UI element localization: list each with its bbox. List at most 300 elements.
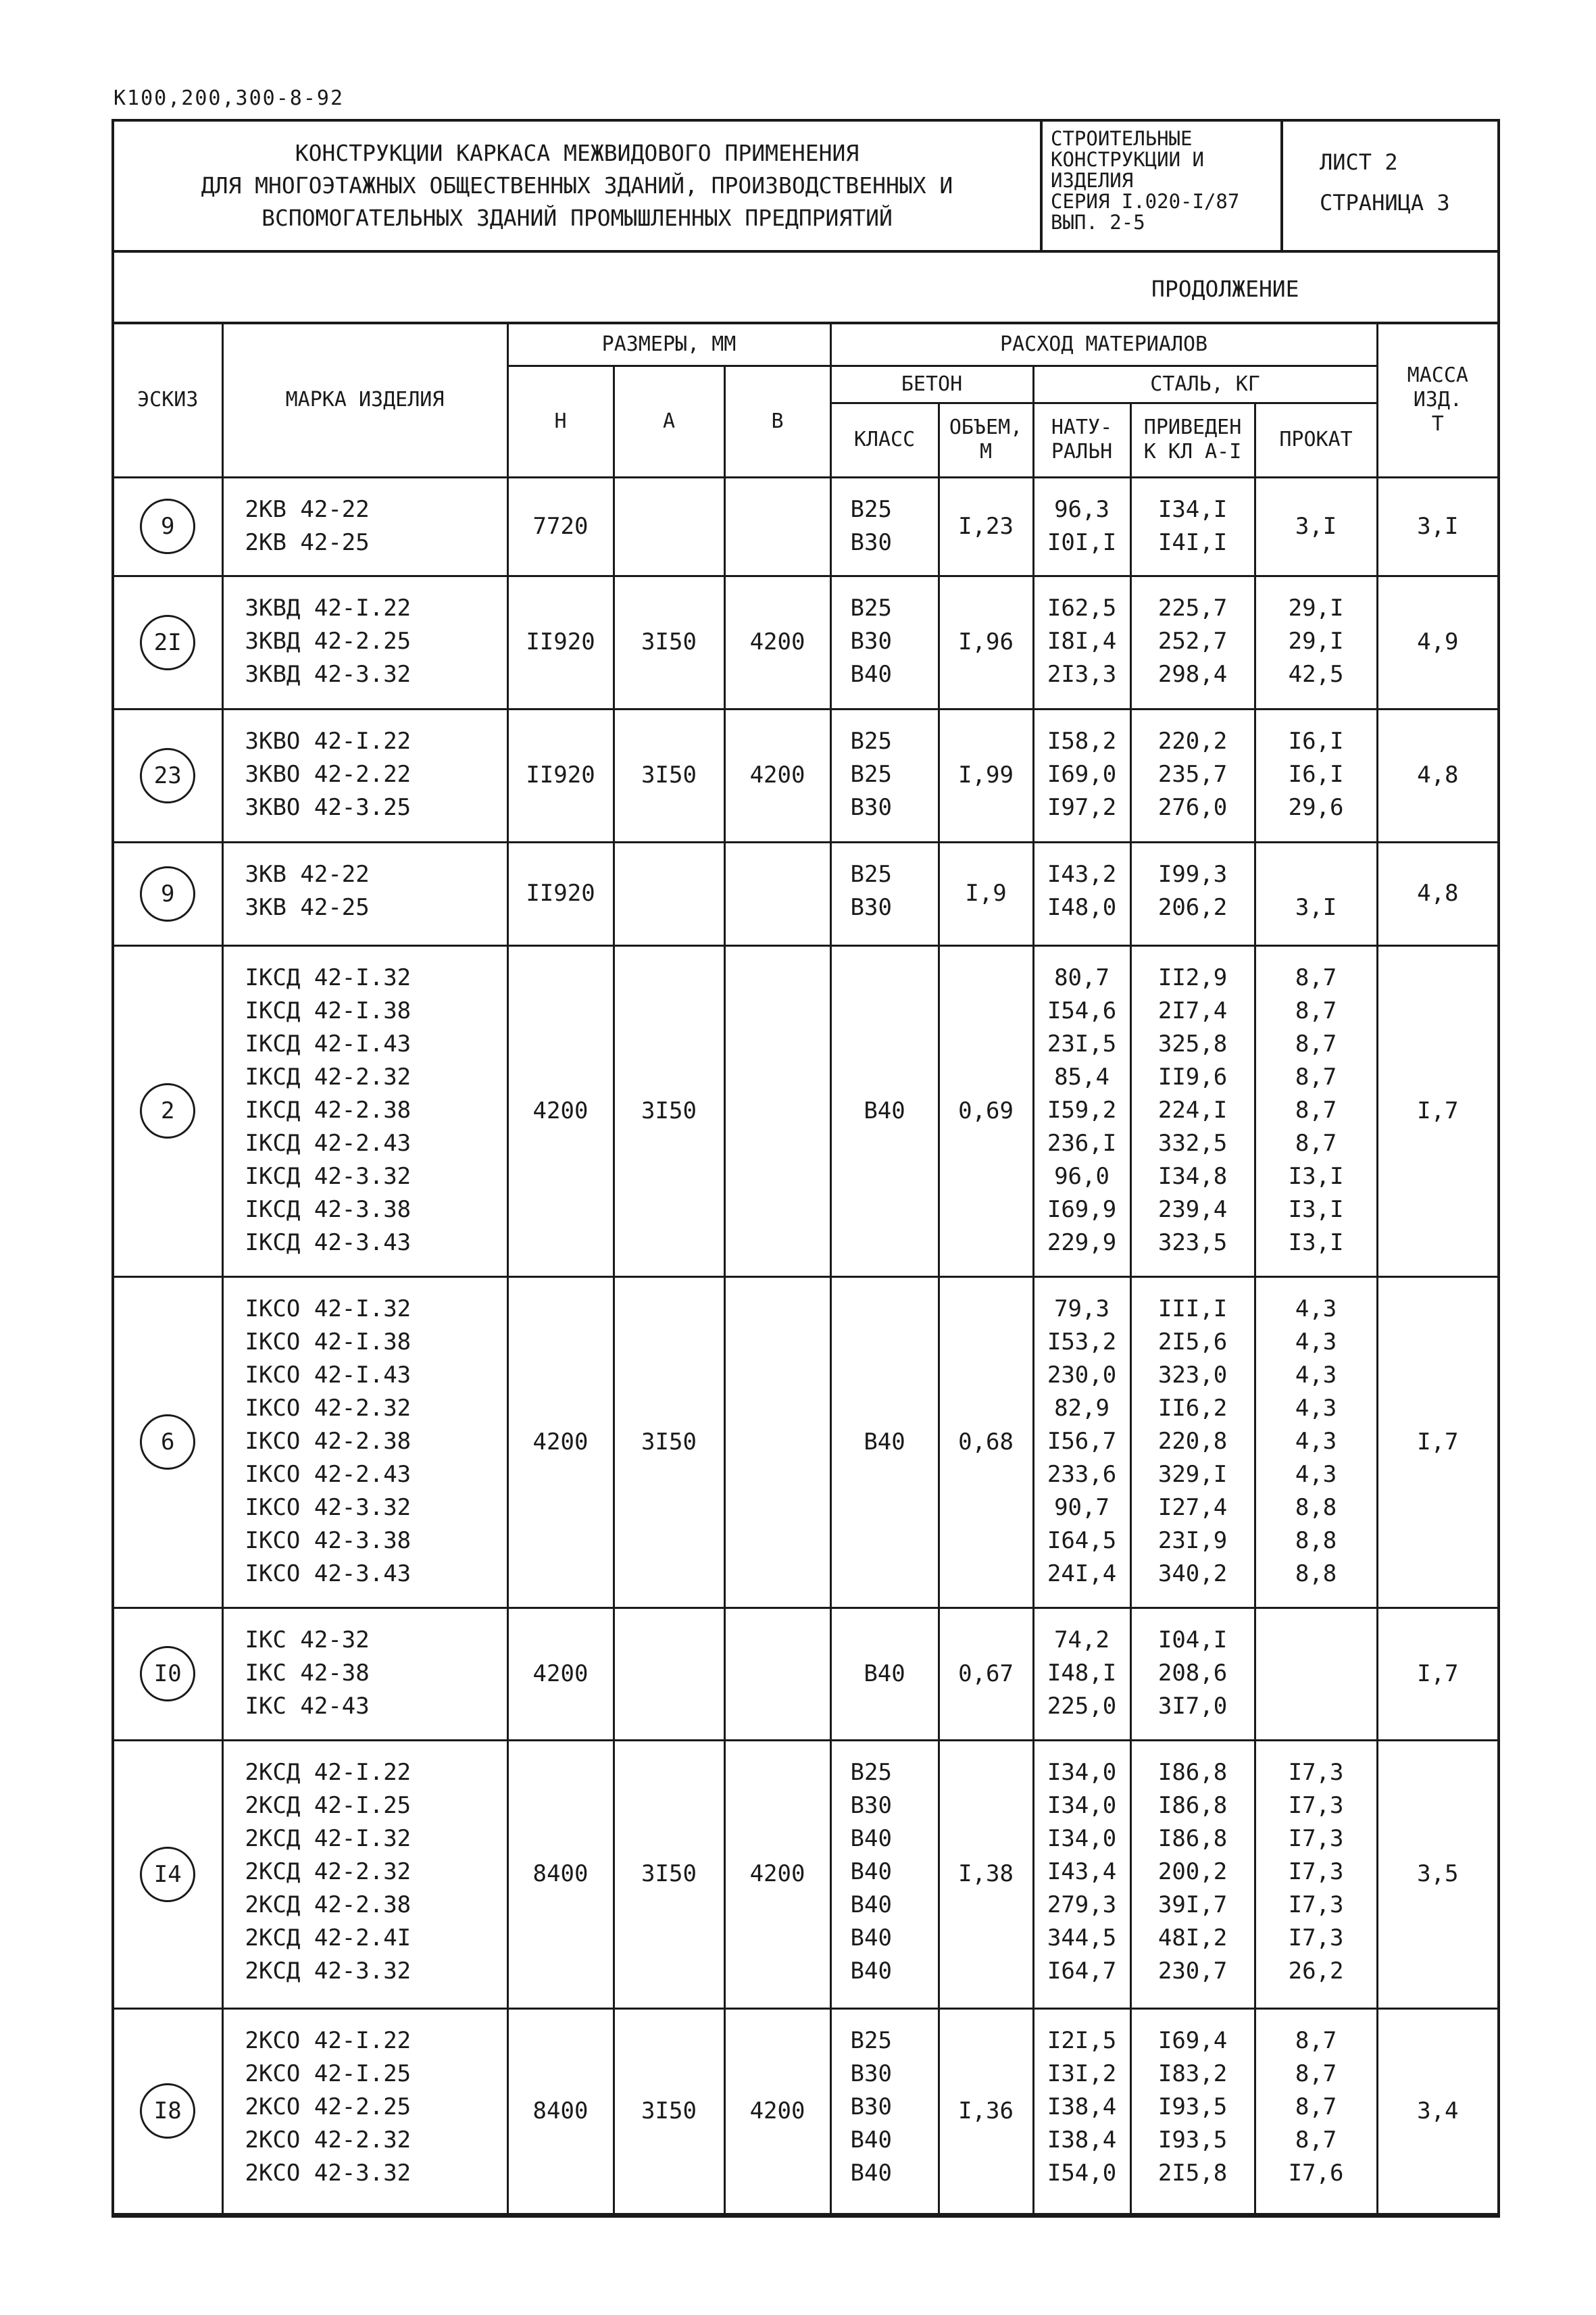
mass-cell: [1377, 2008, 1497, 2214]
steel-natural: I62,5: [1047, 594, 1117, 622]
concrete-volume-cell: [939, 842, 1033, 945]
steel-natural: 96,0: [1054, 1162, 1109, 1190]
dimension-h-cell: [507, 1608, 614, 1740]
steel-rolled: 4,3: [1295, 1328, 1337, 1355]
concrete-volume-cell: [939, 477, 1033, 576]
sketch-cell: [114, 576, 222, 709]
concrete-volume-cell: [939, 709, 1033, 842]
steel-natural: 344,5: [1047, 1924, 1117, 1951]
header-reduced-line: К КЛ А-I: [1143, 440, 1242, 464]
steel-reduced: 340,2: [1157, 1560, 1228, 1587]
steel-natural: 236,I: [1047, 1129, 1117, 1157]
concrete-class: B40: [850, 1891, 892, 1918]
steel-reduced: II9,6: [1157, 1063, 1228, 1091]
sketch-number-badge: 2: [140, 1083, 195, 1139]
header-rolled: ПРОКАТ: [1255, 403, 1377, 477]
steel-reduced: 220,8: [1157, 1427, 1228, 1455]
product-mark: IКСД 42-I.43: [245, 1030, 412, 1057]
steel-reduced: 39I,7: [1157, 1891, 1228, 1918]
dimension-a-cell: [614, 1608, 724, 1740]
steel-reduced: 225,7: [1157, 594, 1228, 622]
product-mark: IКСД 42-3.32: [245, 1162, 412, 1190]
steel-reduced: III,I: [1157, 1295, 1228, 1322]
title-block-name: [114, 122, 1043, 250]
steel-rolled: I7,3: [1288, 1824, 1344, 1852]
product-mark: IКС 42-38: [245, 1659, 370, 1687]
steel-reduced: 200,2: [1157, 1858, 1228, 1885]
concrete-class: B30: [850, 2093, 892, 2120]
dimension-b-cell: [724, 1276, 830, 1608]
product-mass: I,7: [1417, 1660, 1459, 1687]
steel-rolled: I3,I: [1288, 1162, 1344, 1190]
table-row: [114, 477, 1497, 576]
dimension-b-cell: [724, 1740, 830, 2008]
dimension-h: 4200: [532, 1660, 589, 1687]
steel-natural: I0I,I: [1047, 528, 1117, 556]
concrete-volume: I,96: [958, 628, 1014, 655]
product-mark: 3КВ 42-22: [245, 860, 370, 888]
dimension-b-cell: [724, 1608, 830, 1740]
mark-cell: [222, 709, 507, 842]
concrete-class: B40: [864, 1660, 905, 1687]
dimension-h-cell: [507, 945, 614, 1276]
sketch-cell: [114, 709, 222, 842]
dimension-b-cell: [724, 477, 830, 576]
steel-rolled-cell: [1255, 1608, 1377, 1740]
product-mark: 2КСО 42-I.22: [245, 2026, 412, 2054]
steel-rolled-cell: [1255, 709, 1377, 842]
dimension-b-cell: [724, 945, 830, 1276]
dimension-a: 3I50: [641, 1860, 697, 1887]
steel-rolled: 4,3: [1295, 1361, 1337, 1389]
steel-rolled: 4,3: [1295, 1460, 1337, 1488]
concrete-volume: I,38: [958, 1860, 1014, 1887]
sketch-cell: [114, 1608, 222, 1740]
header-natural-line: НАТУ-: [1051, 416, 1113, 439]
product-mark: 3КВД 42-3.32: [245, 660, 412, 688]
sketch-number-badge: 23: [140, 748, 195, 803]
steel-reduced: I83,2: [1157, 2060, 1228, 2087]
concrete-volume-cell: [939, 1608, 1033, 1740]
header-reduced-line: ПРИВЕДЕН: [1143, 416, 1242, 439]
product-mass: 4,8: [1417, 880, 1459, 907]
steel-natural: I48,I: [1047, 1659, 1117, 1687]
product-mark: 2КВ 42-25: [245, 528, 370, 556]
dimension-b: 4200: [749, 628, 805, 655]
product-mark: IКСО 42-3.32: [245, 1493, 412, 1521]
sketch-number-badge: 9: [140, 499, 195, 554]
steel-rolled: I7,3: [1288, 1891, 1344, 1918]
steel-rolled: 29,6: [1288, 793, 1344, 821]
product-mark: 2КВ 42-22: [245, 495, 370, 523]
header-natural-line: РАЛЬН: [1051, 440, 1113, 464]
product-mark: IКСО 42-3.43: [245, 1560, 412, 1587]
steel-reduced-cell: [1130, 1608, 1255, 1740]
concrete-volume: 0,69: [958, 1097, 1014, 1124]
concrete-class-cell: [830, 709, 939, 842]
mass-cell: [1377, 709, 1497, 842]
concrete-class: B40: [850, 1858, 892, 1885]
steel-rolled: 8,7: [1295, 2126, 1337, 2154]
mass-cell: [1377, 576, 1497, 709]
mark-cell: [222, 1608, 507, 1740]
dimension-h-cell: [507, 576, 614, 709]
steel-reduced: 3I7,0: [1157, 1692, 1228, 1720]
concrete-volume-cell: [939, 2008, 1033, 2214]
steel-reduced: I04,I: [1157, 1626, 1228, 1653]
product-mark: IКС 42-43: [245, 1692, 370, 1720]
product-mark: 2КСД 42-2.38: [245, 1891, 412, 1918]
steel-reduced: I69,4: [1157, 2026, 1228, 2054]
dimension-a-cell: [614, 945, 724, 1276]
dimension-a-cell: [614, 1276, 724, 1608]
table-body: [114, 477, 1497, 2214]
product-mass: 4,9: [1417, 628, 1459, 655]
mass-cell: [1377, 842, 1497, 945]
header-natural: [1033, 403, 1130, 477]
concrete-class: B40: [864, 1097, 905, 1124]
steel-rolled-cell: [1255, 842, 1377, 945]
steel-rolled: I3,I: [1288, 1195, 1344, 1223]
steel-natural: I58,2: [1047, 727, 1117, 755]
steel-rolled: I3,I: [1288, 1228, 1344, 1256]
steel-natural-cell: [1033, 1276, 1130, 1608]
concrete-class: B25: [850, 860, 892, 888]
steel-rolled: 8,7: [1295, 1096, 1337, 1124]
steel-rolled: 8,7: [1295, 1063, 1337, 1091]
steel-rolled: 29,I: [1288, 627, 1344, 655]
steel-natural: I34,0: [1047, 1824, 1117, 1852]
mass-cell: [1377, 477, 1497, 576]
sketch-number-badge: I8: [140, 2083, 195, 2139]
steel-natural: I2I,5: [1047, 2026, 1117, 2054]
sketch-number-badge: I0: [140, 1646, 195, 1701]
header-a: A: [614, 366, 724, 477]
steel-rolled: 8,7: [1295, 997, 1337, 1024]
steel-natural: I64,5: [1047, 1526, 1117, 1554]
steel-rolled: 26,2: [1288, 1957, 1344, 1985]
title-block-sheet: [1286, 122, 1497, 250]
table-row: [114, 1608, 1497, 1740]
dimension-h-cell: [507, 477, 614, 576]
product-mark: 2КСД 42-I.25: [245, 1791, 412, 1819]
steel-natural: I53,2: [1047, 1328, 1117, 1355]
concrete-class: B40: [850, 660, 892, 688]
title-line: ВСПОМОГАТЕЛЬНЫХ ЗДАНИЙ ПРОМЫШЛЕННЫХ ПРЕДПРИЯТИЙ: [261, 205, 893, 231]
header-mass: [1377, 324, 1497, 477]
dimension-h: II920: [526, 628, 595, 655]
steel-reduced: I34,I: [1157, 495, 1228, 523]
sketch-number-badge: 9: [140, 866, 195, 922]
steel-natural: 96,3: [1054, 495, 1109, 523]
steel-rolled: I6,I: [1288, 760, 1344, 788]
dimension-a-cell: [614, 1740, 724, 2008]
steel-reduced-cell: [1130, 709, 1255, 842]
dimension-h: II920: [526, 880, 595, 907]
steel-reduced: 48I,2: [1157, 1924, 1228, 1951]
product-mark: IКСД 42-I.32: [245, 964, 412, 991]
product-mark: 3КВО 42-I.22: [245, 727, 412, 755]
steel-natural-cell: [1033, 1740, 1130, 2008]
steel-natural: 279,3: [1047, 1891, 1117, 1918]
header-mass-line: ИЗД.: [1413, 388, 1462, 412]
concrete-class: B25: [850, 760, 892, 788]
concrete-volume: I,9: [965, 880, 1007, 907]
concrete-class: B40: [850, 1924, 892, 1951]
table-row: [114, 1276, 1497, 1608]
steel-reduced-cell: [1130, 576, 1255, 709]
sketch-cell: [114, 1276, 222, 1608]
sketch-number-badge: I4: [140, 1847, 195, 1902]
steel-reduced: 332,5: [1157, 1129, 1228, 1157]
steel-rolled: 3,I: [1295, 893, 1337, 921]
dimension-a-cell: [614, 709, 724, 842]
steel-natural: I97,2: [1047, 793, 1117, 821]
title-line: ДЛЯ МНОГОЭТАЖНЫХ ОБЩЕСТВЕННЫХ ЗДАНИЙ, ПРОИЗВОДСТВЕННЫХ И: [201, 172, 953, 199]
sketch-cell: [114, 842, 222, 945]
steel-rolled: 42,5: [1288, 660, 1344, 688]
product-mark: IКСД 42-2.43: [245, 1129, 412, 1157]
steel-rolled: 8,7: [1295, 2026, 1337, 2054]
dimension-h: 4200: [532, 1097, 589, 1124]
steel-reduced-cell: [1130, 2008, 1255, 2214]
dimension-a: 3I50: [641, 628, 697, 655]
document-code: K100,200,300-8-92: [114, 86, 345, 110]
concrete-class-cell: [830, 2008, 939, 2214]
product-mark: 3КВД 42-I.22: [245, 594, 412, 622]
steel-natural: I48,0: [1047, 893, 1117, 921]
materials-table: [114, 324, 1497, 2215]
steel-rolled-cell: [1255, 477, 1377, 576]
steel-natural: 230,0: [1047, 1361, 1117, 1389]
header-volume-line: ОБЪЕМ,: [949, 416, 1023, 439]
dimension-b-cell: [724, 842, 830, 945]
mass-cell: [1377, 1608, 1497, 1740]
steel-natural: I34,0: [1047, 1791, 1117, 1819]
product-mark: IКСД 42-I.38: [245, 997, 412, 1024]
product-mark: 3КВ 42-25: [245, 893, 370, 921]
title-block: [114, 122, 1497, 253]
header-mass-line: МАССА: [1407, 364, 1468, 388]
steel-natural-cell: [1033, 709, 1130, 842]
steel-natural: 90,7: [1054, 1493, 1109, 1521]
steel-rolled-cell: [1255, 2008, 1377, 2214]
steel-natural: 23I,5: [1047, 1030, 1117, 1057]
steel-reduced: 208,6: [1157, 1659, 1228, 1687]
product-mark: IКСО 42-I.32: [245, 1295, 412, 1322]
concrete-volume-cell: [939, 945, 1033, 1276]
steel-reduced: I86,8: [1157, 1824, 1228, 1852]
drawing-sheet: [111, 119, 1500, 2218]
steel-rolled: 8,7: [1295, 1129, 1337, 1157]
product-mark: IКСО 42-I.43: [245, 1361, 412, 1389]
product-mark: 3КВД 42-2.25: [245, 627, 412, 655]
steel-natural: I3I,2: [1047, 2060, 1117, 2087]
dimension-h-cell: [507, 2008, 614, 2214]
steel-reduced: 325,8: [1157, 1030, 1228, 1057]
concrete-volume: 0,67: [958, 1660, 1014, 1687]
dimension-h: 7720: [532, 512, 589, 540]
concrete-class-cell: [830, 1608, 939, 1740]
header-volume: [939, 403, 1033, 477]
steel-reduced: 2I7,4: [1157, 997, 1228, 1024]
sketch-cell: [114, 2008, 222, 2214]
dimension-b-cell: [724, 2008, 830, 2214]
steel-natural-cell: [1033, 576, 1130, 709]
steel-reduced-cell: [1130, 1740, 1255, 2008]
sketch-number-badge: 6: [140, 1414, 195, 1470]
steel-natural: I54,0: [1047, 2159, 1117, 2187]
concrete-class-cell: [830, 842, 939, 945]
mark-cell: [222, 2008, 507, 2214]
steel-reduced: 323,0: [1157, 1361, 1228, 1389]
mass-cell: [1377, 1276, 1497, 1608]
dimension-h: 4200: [532, 1428, 589, 1455]
steel-rolled: 29,I: [1288, 594, 1344, 622]
concrete-class: B40: [850, 1824, 892, 1852]
steel-natural-cell: [1033, 2008, 1130, 2214]
concrete-class: B30: [850, 893, 892, 921]
dimension-b: 4200: [749, 1860, 805, 1887]
product-mark: IКСО 42-2.38: [245, 1427, 412, 1455]
mass-cell: [1377, 945, 1497, 1276]
steel-natural: 82,9: [1054, 1394, 1109, 1422]
product-mark: 2КСД 42-3.32: [245, 1957, 412, 1985]
steel-reduced: I86,8: [1157, 1758, 1228, 1786]
steel-reduced: 239,4: [1157, 1195, 1228, 1223]
continuation-row: [114, 253, 1497, 324]
sketch-number-badge: 2I: [140, 615, 195, 670]
steel-rolled: 4,3: [1295, 1427, 1337, 1455]
mark-cell: [222, 1740, 507, 2008]
mark-cell: [222, 576, 507, 709]
steel-rolled: 8,8: [1295, 1560, 1337, 1587]
steel-natural: 229,9: [1047, 1228, 1117, 1256]
steel-natural: I59,2: [1047, 1096, 1117, 1124]
header-steel: СТАЛЬ, КГ: [1033, 366, 1377, 403]
mark-cell: [222, 1276, 507, 1608]
mass-cell: [1377, 1740, 1497, 2008]
steel-natural-cell: [1033, 842, 1130, 945]
product-mark: IКСО 42-2.32: [245, 1394, 412, 1422]
concrete-class: B30: [850, 2060, 892, 2087]
dimension-a: 3I50: [641, 762, 697, 789]
concrete-class-cell: [830, 576, 939, 709]
concrete-class: B40: [850, 2126, 892, 2154]
sketch-cell: [114, 945, 222, 1276]
steel-natural: I43,2: [1047, 860, 1117, 888]
steel-rolled: 8,8: [1295, 1493, 1337, 1521]
steel-reduced: 323,5: [1157, 1228, 1228, 1256]
steel-rolled-cell: [1255, 1276, 1377, 1608]
concrete-volume-cell: [939, 576, 1033, 709]
series-line: ВЫП. 2-5: [1051, 211, 1145, 234]
concrete-class: B40: [850, 2159, 892, 2187]
concrete-class-cell: [830, 477, 939, 576]
product-mass: I,7: [1417, 1428, 1459, 1455]
title-line: КОНСТРУКЦИИ КАРКАСА МЕЖВИДОВОГО ПРИМЕНЕНИЯ: [295, 140, 859, 166]
steel-natural-cell: [1033, 945, 1130, 1276]
steel-reduced: I27,4: [1157, 1493, 1228, 1521]
continuation-label: ПРОДОЛЖЕНИЕ: [1151, 276, 1299, 302]
header-sketch: ЭСКИЗ: [114, 324, 222, 477]
dimension-a-cell: [614, 842, 724, 945]
product-mark: 3КВО 42-3.25: [245, 793, 412, 821]
header-volume-line: М: [980, 440, 993, 464]
product-mark: IКСО 42-2.43: [245, 1460, 412, 1488]
steel-rolled: I7,6: [1288, 2159, 1344, 2187]
series-line: КОНСТРУКЦИИ И: [1051, 148, 1204, 171]
dimension-a-cell: [614, 576, 724, 709]
concrete-class: B25: [850, 495, 892, 523]
product-mark: 2КСД 42-2.32: [245, 1858, 412, 1885]
steel-reduced: I4I,I: [1157, 528, 1228, 556]
product-mass: 3,5: [1417, 1860, 1459, 1887]
dimension-a: 3I50: [641, 2097, 697, 2124]
table-row: [114, 945, 1497, 1276]
product-mark: IКСО 42-3.38: [245, 1526, 412, 1554]
steel-reduced: 23I,9: [1157, 1526, 1228, 1554]
steel-natural: 225,0: [1047, 1692, 1117, 1720]
steel-rolled-cell: [1255, 576, 1377, 709]
steel-natural: I69,0: [1047, 760, 1117, 788]
steel-rolled: 8,7: [1295, 964, 1337, 991]
concrete-class: B30: [850, 1791, 892, 1819]
dimension-h: 8400: [532, 1860, 589, 1887]
steel-natural: I8I,4: [1047, 627, 1117, 655]
concrete-class: B25: [850, 594, 892, 622]
steel-natural: 85,4: [1054, 1063, 1109, 1091]
dimension-h: II920: [526, 762, 595, 789]
product-mark: 2КСД 42-I.32: [245, 1824, 412, 1852]
sketch-cell: [114, 1740, 222, 2008]
dimension-h-cell: [507, 842, 614, 945]
dimension-h-cell: [507, 1276, 614, 1608]
table-row: [114, 1740, 1497, 2008]
concrete-class: B25: [850, 727, 892, 755]
steel-reduced: II2,9: [1157, 964, 1228, 991]
page-number: СТРАНИЦА 3: [1320, 190, 1450, 216]
steel-natural: 79,3: [1054, 1295, 1109, 1322]
steel-reduced-cell: [1130, 477, 1255, 576]
concrete-volume: 0,68: [958, 1428, 1014, 1455]
steel-reduced: 2I5,8: [1157, 2159, 1228, 2187]
steel-reduced-cell: [1130, 842, 1255, 945]
steel-reduced: I93,5: [1157, 2126, 1228, 2154]
concrete-class: B30: [850, 627, 892, 655]
product-mass: 3,4: [1417, 2097, 1459, 2124]
product-mark: 3КВО 42-2.22: [245, 760, 412, 788]
concrete-class: B25: [850, 1758, 892, 1786]
steel-rolled: 8,8: [1295, 1526, 1337, 1554]
header-h: H: [507, 366, 614, 477]
product-mark: 2КСО 42-3.32: [245, 2159, 412, 2187]
dimension-b-cell: [724, 709, 830, 842]
steel-reduced: 230,7: [1157, 1957, 1228, 1985]
steel-natural: 233,6: [1047, 1460, 1117, 1488]
dimension-b: 4200: [749, 2097, 805, 2124]
table-row: [114, 576, 1497, 709]
steel-reduced-cell: [1130, 1276, 1255, 1608]
header-materials: РАСХОД МАТЕРИАЛОВ: [830, 324, 1377, 366]
concrete-class-cell: [830, 1740, 939, 2008]
concrete-class: B40: [864, 1428, 905, 1455]
steel-rolled: 8,7: [1295, 1030, 1337, 1057]
product-mark: IКСД 42-2.38: [245, 1096, 412, 1124]
product-mark: IКСД 42-2.32: [245, 1063, 412, 1091]
series-line: СТРОИТЕЛЬНЫЕ: [1051, 127, 1193, 150]
title-block-series: [1043, 122, 1283, 250]
